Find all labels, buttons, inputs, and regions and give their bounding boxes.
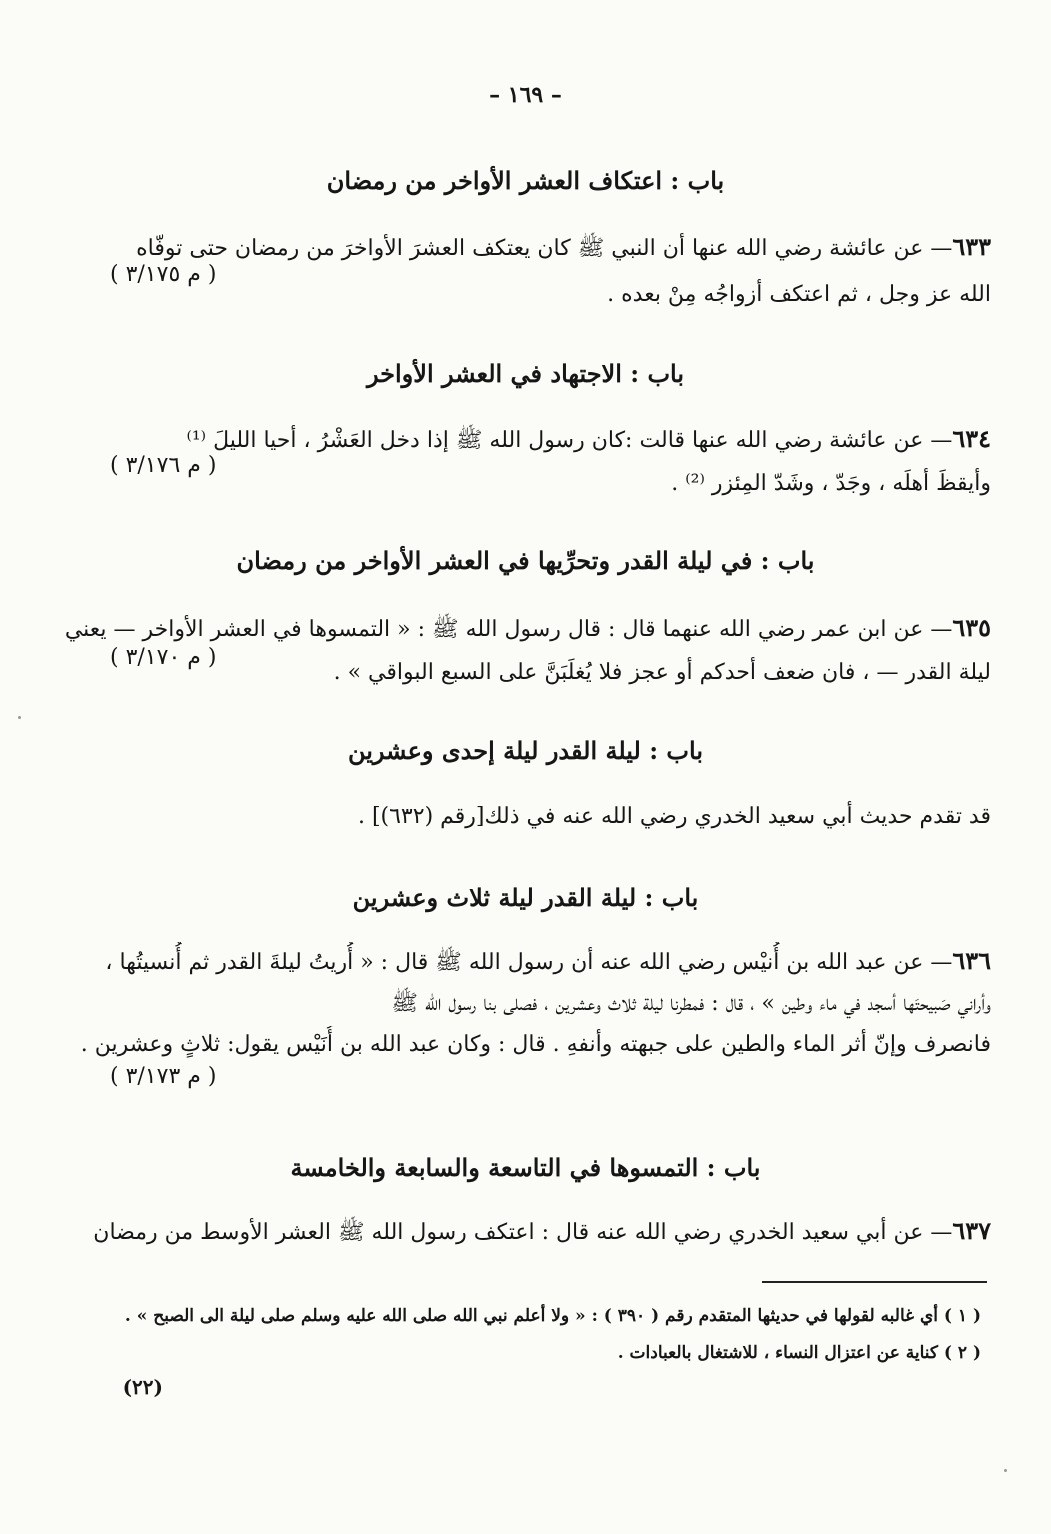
scan-speck	[1004, 1469, 1007, 1472]
hadith-text: الله عز وجل ، ثم اعتكف أزواجُه مِنْ بعده .	[607, 282, 991, 307]
source-reference: ( م ٣/١٧٠ )	[110, 645, 217, 670]
chapter-heading: باب : ليلة القدر ليلة إحدى وعشرين	[347, 736, 704, 765]
hadith-text: قد تقدم حديث أبي سعيد الخدري رضي الله عنه في ذلك[رقم (٦٣٢)] .	[357, 804, 991, 829]
hadith-number: ٦٣٤	[952, 424, 991, 453]
hadith-text: فانصرف وإنّ أثر الماء والطين على جبهته وأنفهِ . قال : وكان عبد الله بن أُنَيْس يقول: ثلاثٍ وعشرين .	[80, 1032, 991, 1057]
hadith-number: ٦٣٦	[952, 946, 991, 975]
chapter-heading: باب : الاجتهاد في العشر الأواخر	[366, 359, 685, 388]
hadith-text: وأيقظَ أهلَه ، وجَدّ ، وشَدّ المِئزر ⁽²⁾ .	[671, 471, 991, 496]
hadith-text: ليلة القدر — ، فان ضعف أحدكم أو عجز فلا يُغلَبَنَّ على السبع البواقي » .	[333, 660, 991, 685]
footnote: ( ١ ) أي غالبه لقولها في حديثها المتقدم رقم ( ٣٩٠ ) : « ولا أعلم نبي الله صلى الله عليه وسلم صلى ليلة الى الصبح » .	[124, 1306, 981, 1326]
hadith-number: ٦٣٣	[952, 232, 991, 261]
hadith-number: ٦٣٧	[952, 1216, 991, 1245]
source-reference: ( م ٣/١٧٥ )	[110, 262, 217, 287]
hadith-line	[60, 942, 991, 982]
hadith-text: — عن عائشة رضي الله عنها قالت :كان رسول الله ﷺ إذا دخل العَشْرُ ، أحيا الليلَ ⁽¹⁾	[186, 428, 953, 453]
hadith-line	[60, 609, 991, 649]
footnote-divider	[762, 1281, 987, 1283]
hadith-text: — عن عبد الله بن أُنيْس رضي الله عنه أن رسول الله ﷺ قال : « أُريتُ ليلةَ القدر ثم أُنسيتُها ،	[105, 950, 953, 975]
hadith-text: وأراني صَبيحتَها أسجد في ماء وطين » ، قال : فمطرنا ليلة ثلاث وعشرين ، فصلى بنا رسول الله ﷺ	[391, 991, 991, 1016]
hadith-line	[60, 1212, 991, 1252]
hadith-number: ٦٣٥	[952, 613, 991, 642]
hadith-line	[60, 798, 991, 836]
chapter-heading: باب : التمسوها في التاسعة والسابعة والخامسة	[290, 1153, 761, 1182]
chapter-heading: باب : في ليلة القدر وتحرِّيها في العشر الأواخر من رمضان	[236, 546, 815, 575]
hadith-line	[60, 1026, 991, 1064]
hadith-text: — عن ابن عمر رضي الله عنهما قال : قال رسول الله ﷺ : « التمسوها في العشر الأواخر — يعني	[64, 617, 953, 642]
source-reference: ( م ٣/١٧٣ )	[110, 1064, 217, 1089]
chapter-heading: باب : اعتكاف العشر الأواخر من رمضان	[326, 166, 725, 195]
hadith-line	[60, 985, 991, 1023]
signature-mark: (٢٢)	[122, 1375, 163, 1399]
footnote: ( ٢ ) كناية عن اعتزال النساء ، للاشتغال بالعبادات .	[617, 1343, 981, 1363]
hadith-text: — عن أبي سعيد الخدري رضي الله عنه قال : اعتكف رسول الله ﷺ العشر الأوسط من رمضان	[93, 1220, 953, 1245]
page-number: – ١٦٩ –	[489, 82, 562, 108]
hadith-text: — عن عائشة رضي الله عنها أن النبي ﷺ كان يعتكف العشرَ الأواخرَ من رمضان حتى توفّاه	[136, 236, 953, 261]
source-reference: ( م ٣/١٧٦ )	[110, 453, 217, 478]
scan-speck	[18, 716, 21, 719]
chapter-heading: باب : ليلة القدر ليلة ثلاث وعشرين	[352, 883, 699, 912]
